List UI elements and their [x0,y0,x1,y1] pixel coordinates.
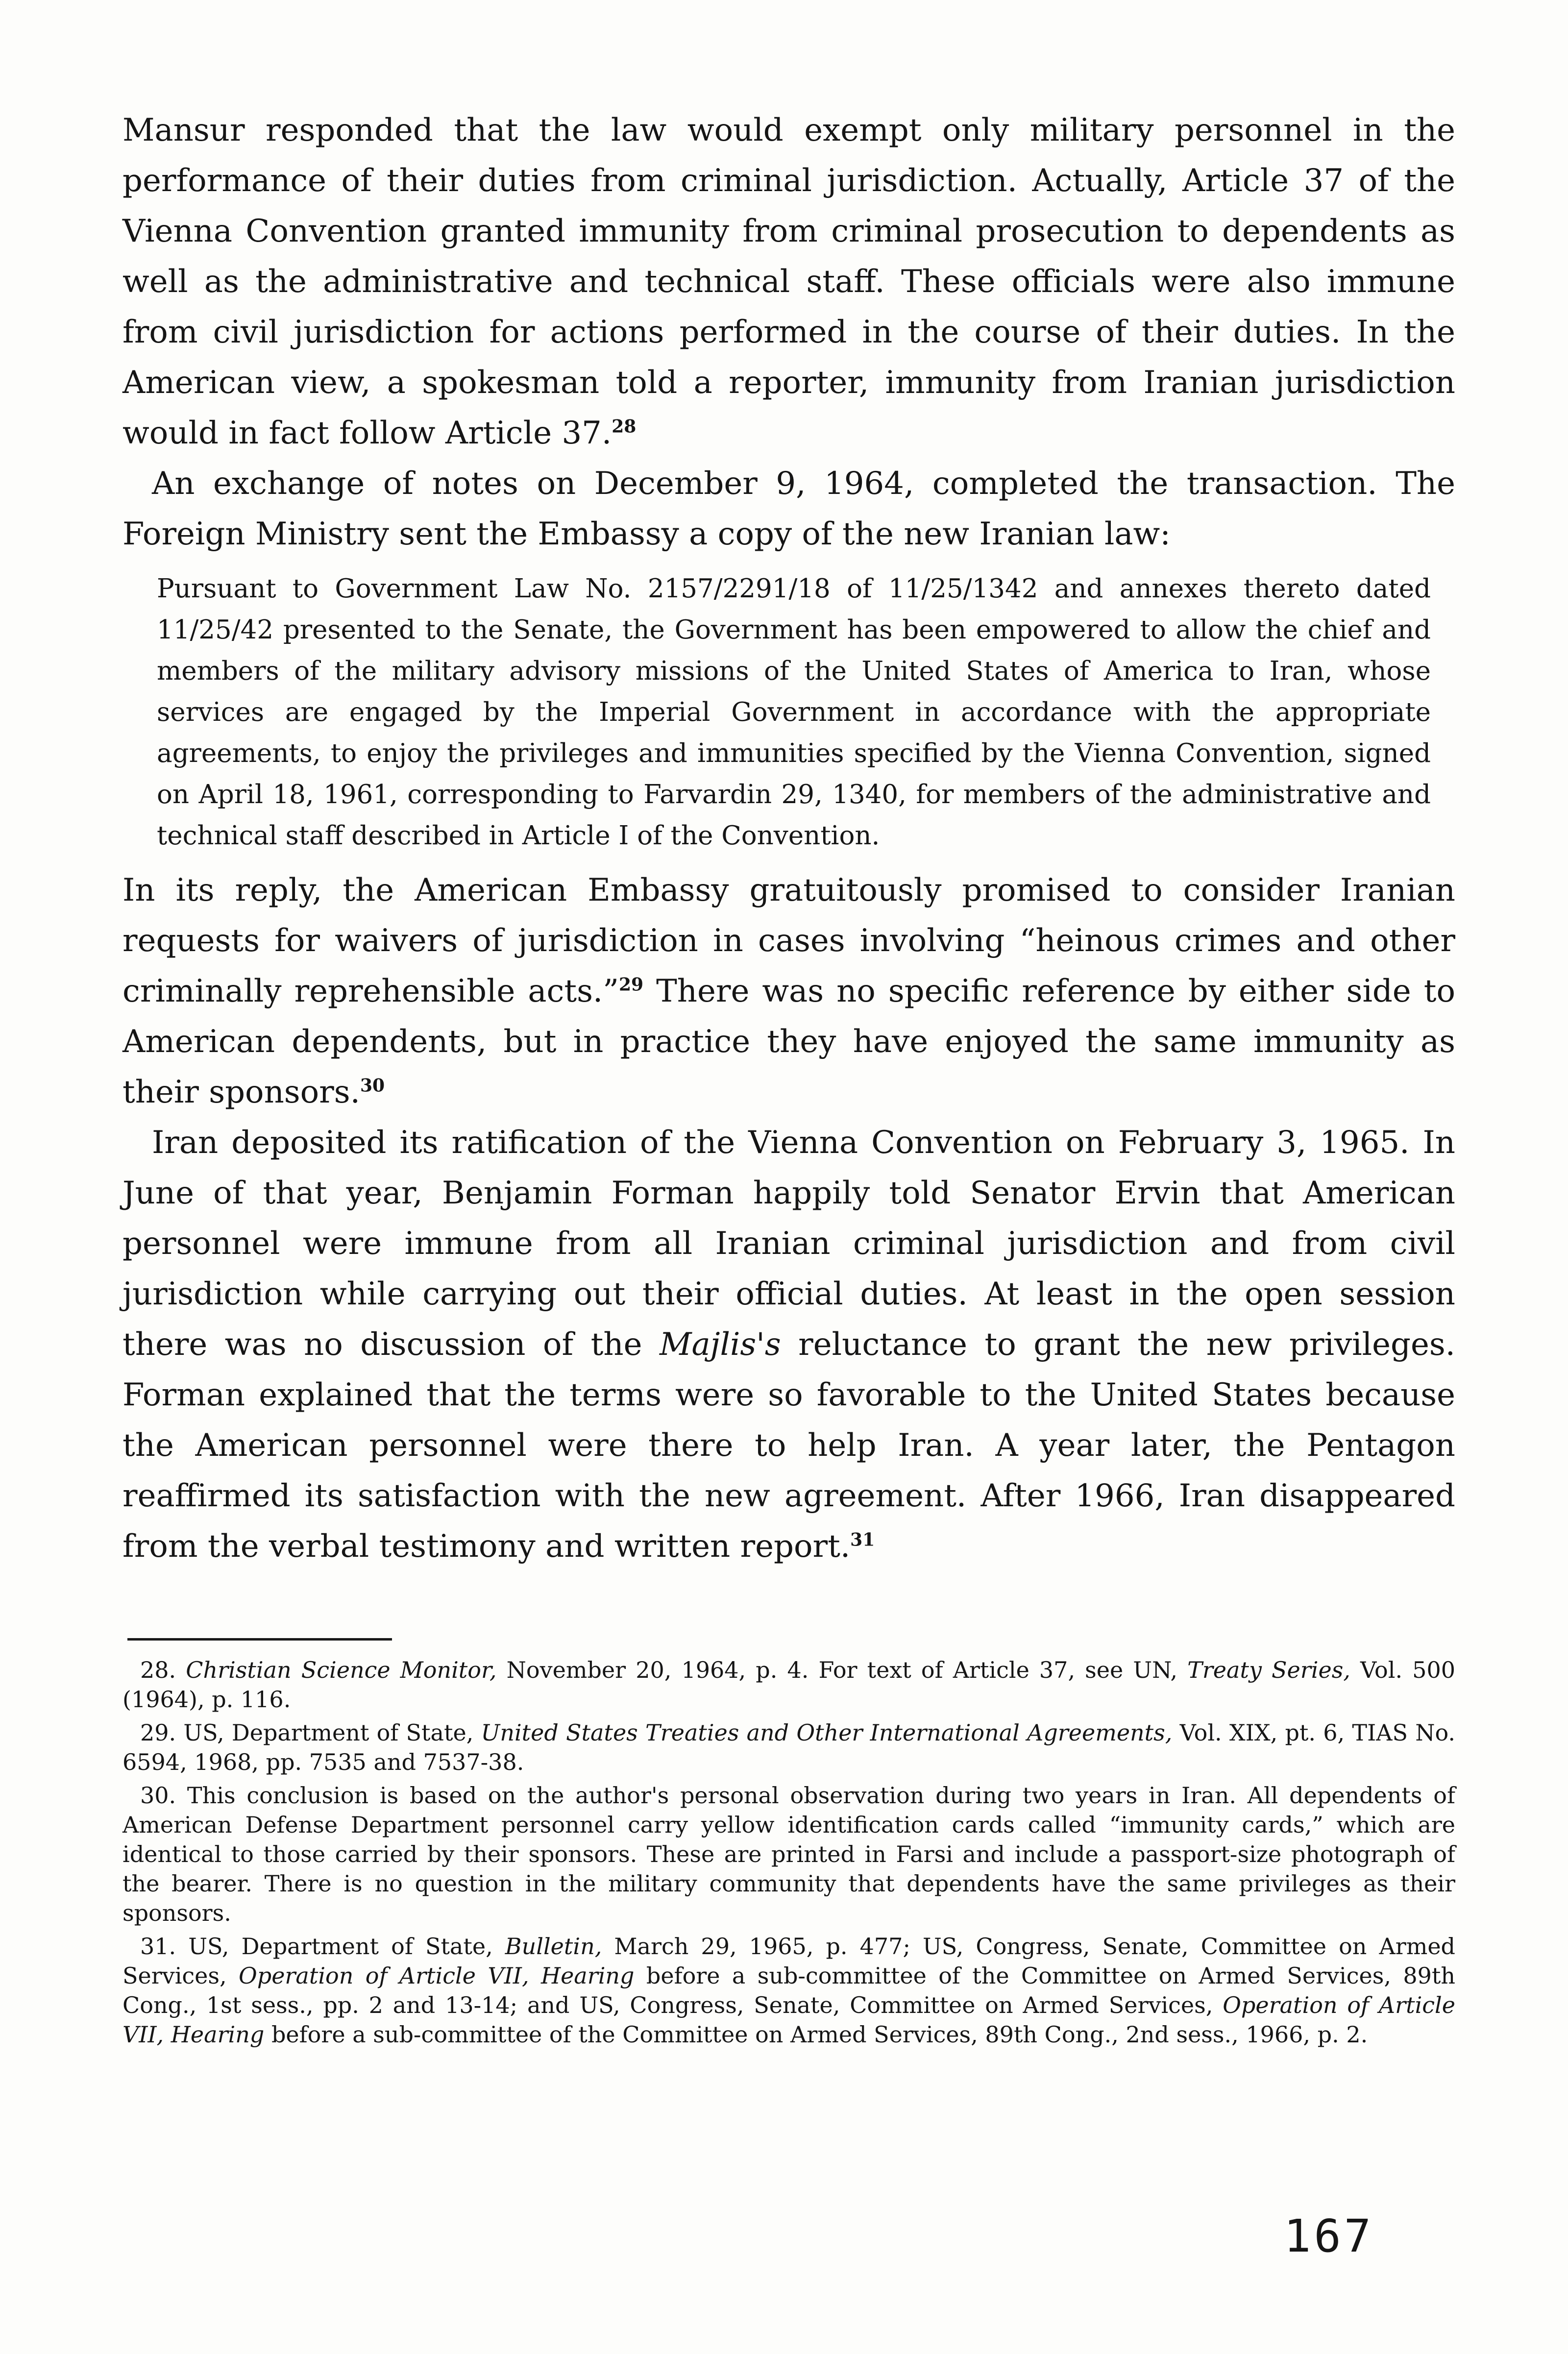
footnote-31-text-a: 31. US, Department of State, [140,1933,505,1960]
paragraph-3 [122,865,1455,1118]
footnote-31-text-b: March 29, 1965, p. 477; US, Congress, Senate, Committee on Armed Services, [122,1933,1455,1989]
footnote-29 [122,1718,1455,1777]
paragraph-4 [122,1118,1455,1572]
paragraph-1-text: Mansur responded that the law would exempt only military personnel in the performance of their duties from criminal jurisdiction. Actually, Article 37 of the Vienna Convention granted immunity from criminal prosecution to dependents as well as the administrative and technical staff. These officials were also immune from civil jurisdiction for actions performed in the course of their duties. In the American view, a spokesman told a reporter, immunity from Iranian jurisdiction would in fact follow Article 37. [122,112,1455,451]
footnote-31-italic-1: Bulletin, [505,1933,602,1960]
footnote-28-text-b: November 20, 1964, p. 4. For text of Article 37, see UN, [496,1657,1188,1683]
footnote-divider [127,1638,392,1641]
footnote-31 [122,1932,1455,2049]
footnote-31-text-c: before a sub-committee of the Committee on Armed Services, 89th Cong., 1st sess., pp. 2 and 13-14; and US, Congress, Senate, Committee on Armed Services, [122,1962,1456,2018]
footnote-ref-30: 30 [360,1075,385,1096]
paragraph-3-text-b: There was no specific reference by either side to American dependents, but in practice they have enjoyed the same immunity as their sponsors. [122,973,1456,1110]
footnote-31-text-d: before a sub-committee of the Committee on Armed Services, 89th Cong., 2nd sess., 1966, p. 2. [264,2021,1368,2048]
block-quote: Pursuant to Government Law No. 2157/2291/18 of 11/25/1342 and annexes thereto dated 11/25/42 presented to the Senate, the Government has been empowered to allow the chief and members of the military advisory missions of the United States of America to Iran, whose services are engaged by the Imperial Government in accordance with the appropriate agreements, to enjoy the privileges and immunities specified by the Vienna Convention, signed on April 18, 1961, corresponding to Farvardin 29, 1340, for members of the administrative and technical staff described in Article I of the Convention. [157,574,1431,851]
footnote-30: 30. This conclusion is based on the author's personal observation during two years in Iran. All dependents of American Defense Department personnel carry yellow identification cards called “immunity cards,” which are identical to those carried by their sponsors. These are printed in Farsi and include a passport-size photograph of the bearer. There is no question in the military community that dependents have the same privileges as their sponsors. [122,1782,1455,1926]
footnote-ref-29: 29 [618,974,644,995]
footnote-ref-31: 31 [850,1529,875,1550]
paragraph-1 [122,105,1455,459]
text-column [122,105,1455,2049]
footnote-29-text-b: Vol. XIX, pt. 6, TIAS No. 6594, 1968, pp. 7535 and 7537-38. [122,1719,1455,1775]
paragraph-2: An exchange of notes on December 9, 1964, completed the transaction. The Foreign Ministry sent the Embassy a copy of the new Iranian law: [122,466,1455,552]
footnote-28-text-c: Vol. 500 (1964), p. 116. [122,1657,1455,1713]
footnote-28-text-a: 28. [140,1657,186,1683]
paragraph-3-text-a: In its reply, the American Embassy gratuitously promised to consider Iranian requests for waivers of jurisdiction in cases involving “heinous crimes and other criminally reprehensible acts.” [122,872,1455,1009]
footnote-29-text-a: 29. US, Department of State, [140,1719,481,1746]
paragraph-4-text-a: Iran deposited its ratification of the Vienna Convention on February 3, 1965. In June of that year, Benjamin Forman happily told Senator Ervin that American personnel were immune from all Iranian criminal jurisdiction and from civil jurisdiction while carrying out their official duties. At least in the open session there was no discussion of the [122,1125,1455,1363]
footnote-31-italic-2: Operation of Article VII, Hearing [239,1962,635,1989]
paragraph-4-text-b: reluctance to grant the new privileges. Forman explained that the terms were so favorable to the United States because the American personnel were there to help Iran. A year later, the Pentagon reaffirmed its satisfaction with the new agreement. After 1966, Iran disappeared from the verbal testimony and written report. [122,1326,1455,1565]
footnote-28-italic-1: Christian Science Monitor, [186,1657,497,1683]
footnote-29-italic-1: United States Treaties and Other International Agreements, [481,1719,1173,1746]
page-number: 167 [1284,2210,1374,2262]
footnote-ref-28: 28 [612,416,637,437]
paragraph-4-italic: Majlis's [659,1326,781,1363]
footnote-28-italic-2: Treaty Series, [1187,1657,1350,1683]
footnote-28 [122,1655,1455,1714]
footnote-31-italic-3: Operation of Article VII, Hearing [122,1992,1455,2048]
